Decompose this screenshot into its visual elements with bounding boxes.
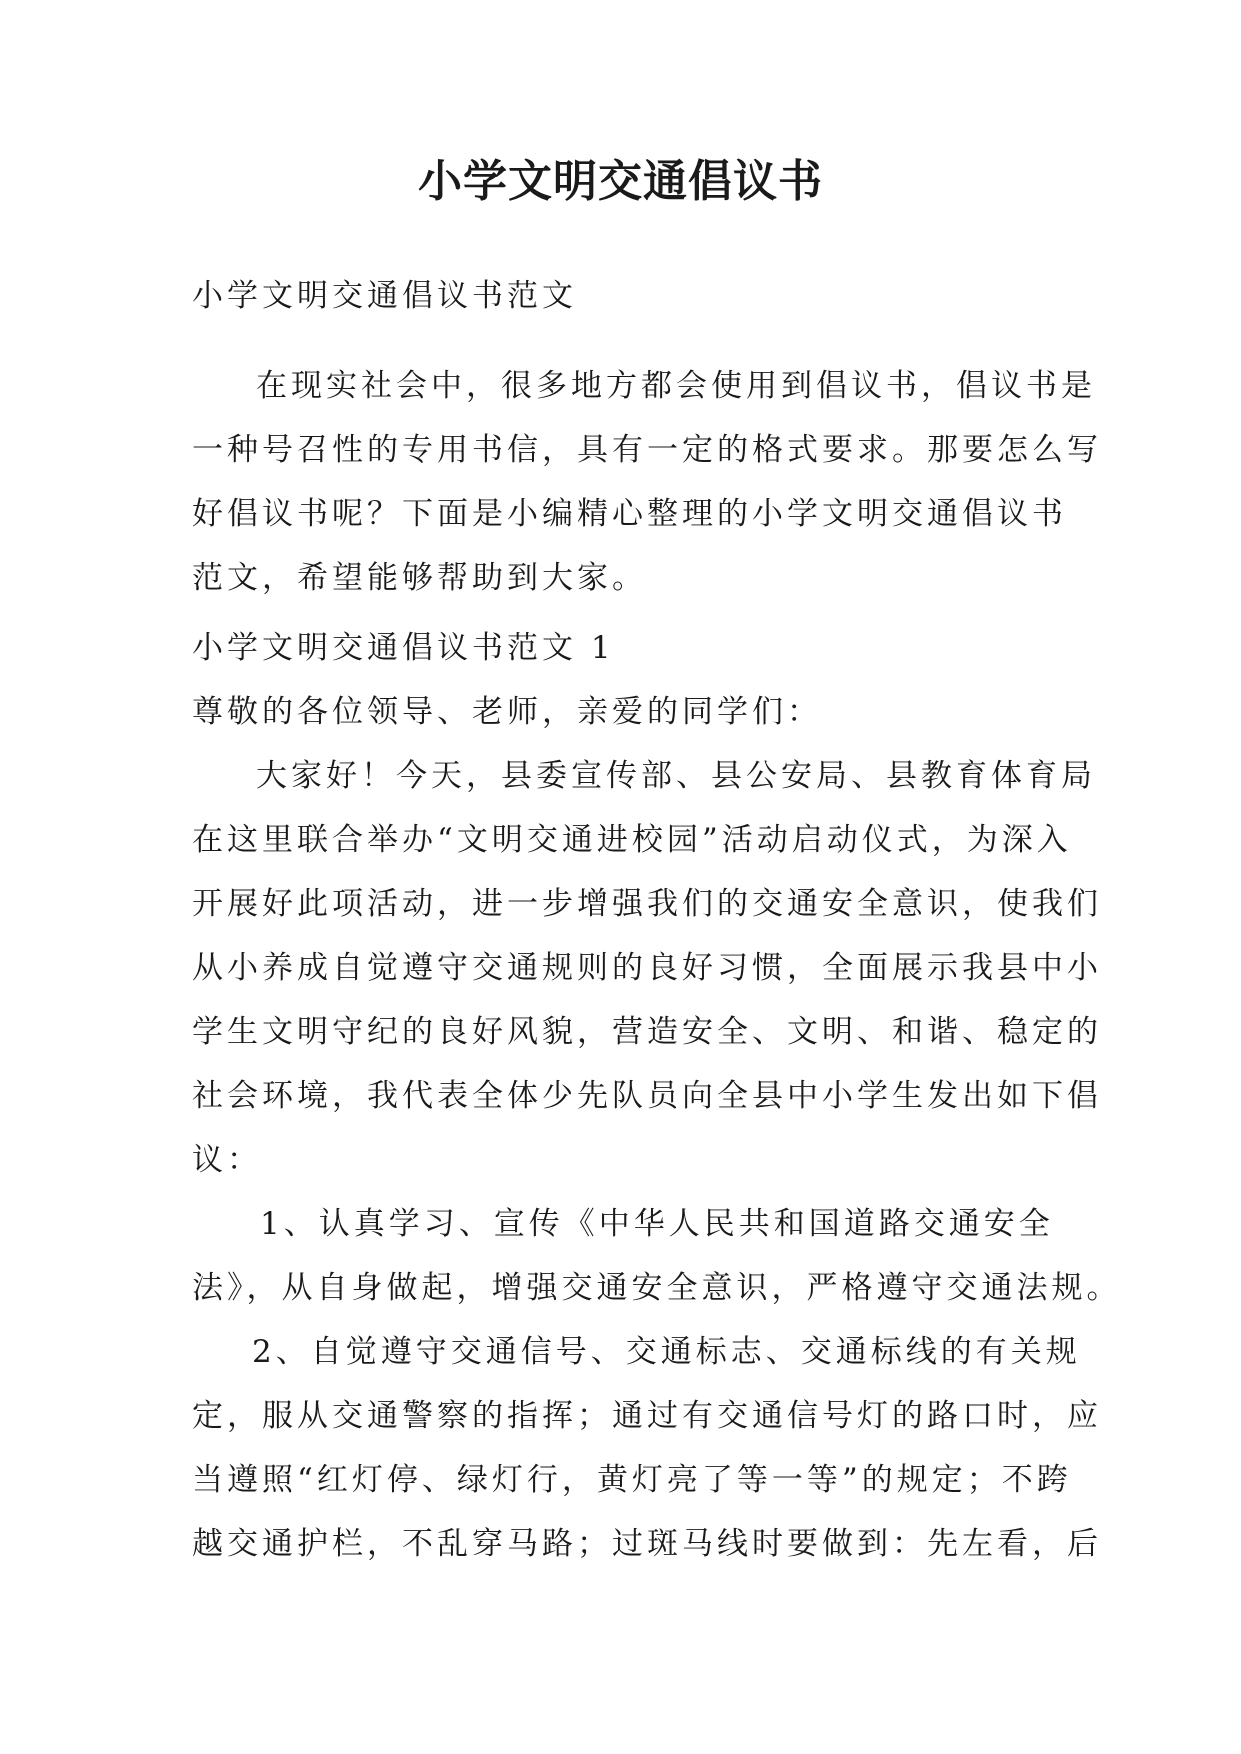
salutation: 尊敬的各位领导、老师，亲爱的同学们： [192,694,822,730]
item-2-line: 2、自觉遵守交通信号、交通标志、交通标线的有关规 [252,1334,1081,1370]
body-line: 学生文明守纪的良好风貌，营造安全、文明、和谐、稳定的 [192,1014,1102,1050]
body-line: 议： [192,1142,262,1178]
intro-line: 在现实社会中，很多地方都会使用到倡议书，倡议书是 [256,368,1096,404]
item-2-line: 定，服从交通警察的指挥；通过有交通信号灯的路口时，应 [192,1398,1102,1434]
body-line: 开展好此项活动，进一步增强我们的交通安全意识，使我们 [192,886,1102,922]
page-title: 小学文明交通倡议书 [418,156,823,207]
intro-paragraph [192,354,1102,610]
item-2-line: 越交通护栏，不乱穿马路；过斑马线时要做到：先左看，后 [192,1526,1102,1562]
item-2-line: 当遵照“红灯停、绿灯行，黄灯亮了等一等”的规定；不跨 [192,1462,1072,1498]
body-line: 从小养成自觉遵守交通规则的良好习惯，全面展示我县中小 [192,950,1102,986]
body-line: 社会环境，我代表全体少先队员向全县中小学生发出如下倡 [192,1078,1102,1114]
intro-line: 好倡议书呢？下面是小编精心整理的小学文明交通倡议书 [192,496,1067,532]
section-1 [192,616,1122,1576]
intro-line: 范文，希望能够帮助到大家。 [192,560,647,596]
section-heading: 小学文明交通倡议书范文 1 [192,630,615,666]
subtitle-block [192,264,1072,328]
body-line: 大家好！今天，县委宣传部、县公安局、县教育体育局 [256,758,1096,794]
body-line: 在这里联合举办“文明交通进校园”活动启动仪式，为深入 [192,822,1072,858]
item-1-line: 法》，从自身做起，增强交通安全意识，严格遵守交通法规。 [192,1270,1122,1306]
intro-line: 一种号召性的专用书信，具有一定的格式要求。那要怎么写 [192,432,1102,468]
subtitle: 小学文明交通倡议书范文 [192,278,577,314]
item-1-line: 1、认真学习、宣传《中华人民共和国道路交通安全 [260,1206,1054,1242]
